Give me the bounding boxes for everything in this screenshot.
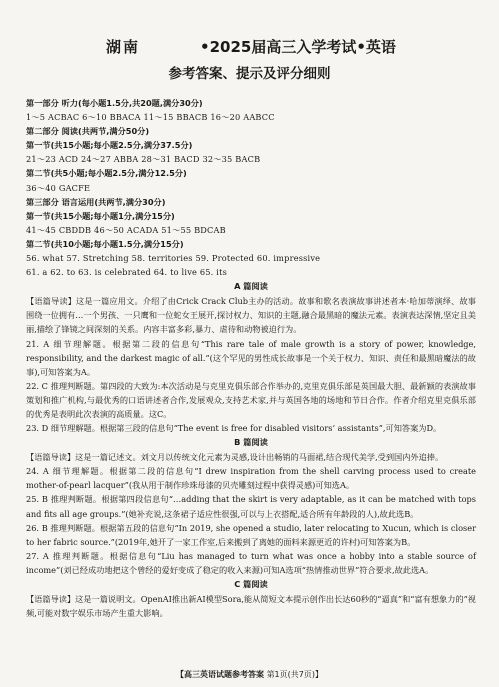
part3-section1-answers: 41～45 CBDDB 46～50 ACADA 51～55 BDCAB bbox=[26, 224, 226, 235]
passage-b-heading: B 篇阅读 bbox=[234, 437, 268, 448]
footer-label: 【高三英语试题参考答案 bbox=[176, 670, 265, 679]
passage-c-heading: C 篇阅读 bbox=[234, 579, 268, 589]
title-row bbox=[0, 36, 499, 58]
part2-section2-answers: 36～40 GACFE bbox=[26, 182, 91, 193]
exam-region: 湖南 bbox=[106, 38, 141, 56]
part2-section2-heading: 第二节(共5小题;每小题2.5分,满分12.5分) bbox=[26, 168, 187, 179]
answer-24: 24. A 细节理解题。根据第二段的信息句“I drew inspiration from the shell carving process used to create mother-of-pearl lacquer”(我从用于制作珍珠母漆的贝壳雕刻过程中获得灵感)可知选A。 bbox=[26, 466, 476, 491]
part1-heading: 第一部分 听力(每小题1.5分,共20题,满分30分) bbox=[26, 98, 203, 108]
part3-section1-heading: 第一节(共15小题;每小题1分,满分15分) bbox=[26, 210, 175, 221]
answer-26: 26. B 推理判断题。根据第五段的信息句“In 2019, she opened a studio, later relocating to Xucun, which is closer to her fabric source.”(2019年,她开了一家工作室,后来搬到了离她的面料来源更近的许村)可知答案为B。 bbox=[26, 522, 476, 547]
part3-section2-heading: 第二节(共10小题;每小题1.5分,满分15分) bbox=[26, 238, 184, 249]
page-footer bbox=[0, 669, 499, 680]
answer-21: 21. A 细节理解题。根据第二段的信息句“This rare tale of male growth is a story of power, knowledge, responsibility, and the darkest magic of all.”(这个罕见的男性成长故事是一个关于权力、知识、责任和最黑暗魔法的故事),可知答案为A。 bbox=[26, 338, 476, 377]
part2-section1-answers: 21～23 ACD 24～27 ABBA 28～31 BACD 32～35 BACB bbox=[26, 154, 261, 165]
footer-page-number: 第1页(共7页)】 bbox=[266, 670, 323, 679]
exam-title: •2025届高三入学考试•英语 bbox=[200, 38, 396, 56]
part3-heading: 第三部分 语言运用(共两节,满分30分) bbox=[26, 196, 166, 207]
answer-27: 27. A 推理判断题。根据信息句“Liu has managed to turn what was once a hobby into a stable source of income”(刘已经成功地把这个曾经的爱好变成了稳定的收入来源)可知A选项“热情推动世界”符合要求,故此选A。 bbox=[26, 550, 476, 575]
answer-25: 25. B 推理判断题。根据第四段信息句“…adding that the skirt is very adaptable, as it can be matched with tops and fits all age groups.”(她补充说,这条裙子适应性很强,可以与上衣搭配,适合所有年龄段的人),故此选B。 bbox=[26, 494, 476, 519]
passage-a-heading: A 篇阅读 bbox=[234, 281, 268, 292]
passage-a-guide: 【语篇导读】这是一篇应用文。介绍了由Crick Crack Club主办的活动。故事和歌名表演故事讲述者本·哈加蒂演绎、故事围绕一位拥有…一个男孩、一只鹰和一位蛇女王展开,探讨权力、知识的主题,融合最黑暗的魔法元素。表演表达深情,坚定且美丽,描绘了锋镜之间深刻的关系。内容丰富多彩,暴力、虐待和动物被迫行为。 bbox=[26, 296, 476, 335]
answer-22: 22. C 推理判断题。第四段的大致为:本次活动是与克里克俱乐部合作举办的,克里克俱乐部是英国最大胆、最新颖的表演故事策划和推广机构,与最优秀的口语讲述者合作,发展观众,支持艺术家,并与英国各地的场地和节日合作。作者介绍克里克俱乐部的优秀是表明此次表演的高质量。这C。 bbox=[26, 380, 476, 419]
passage-b-guide: 【语篇导读】这是一篇记述文。刘文月以传统文化元素为灵感,设计出畅销的马面裙,结合现代美学,受到国内外追捧。 bbox=[26, 452, 444, 463]
passage-c-guide: 【语篇导读】这是一篇说明文。OpenAI推出新AI模型Sora,能从简短文本提示创作出长达60秒的“逼真”和“富有想象力的”视频,可能对数字娱乐市场产生重大影响。 bbox=[26, 594, 476, 619]
part3-section2-line1: 56. what 57. Stretching 58. territories 59. Protected 60. impressive bbox=[26, 253, 321, 264]
page-subtitle: 参考答案、提示及评分细则 bbox=[168, 66, 331, 82]
part3-section2-line2: 61. a 62. to 63. is celebrated 64. to live 65. its bbox=[26, 267, 227, 278]
answer-content bbox=[26, 96, 476, 620]
part2-heading: 第二部分 阅读(共两节,满分50分) bbox=[26, 126, 150, 137]
answer-23: 23. D 细节理解题。根据第三段的信息句“The event is free for disabled visitors’ assistants”,可知答案为D。 bbox=[26, 423, 442, 434]
part2-section1-heading: 第一节(共15小题;每小题2.5分,满分37.5分) bbox=[26, 140, 193, 151]
part1-answers: 1～5 ACBAC 6～10 BBACA 11～15 BBACB 16～20 AABCC bbox=[26, 112, 275, 123]
